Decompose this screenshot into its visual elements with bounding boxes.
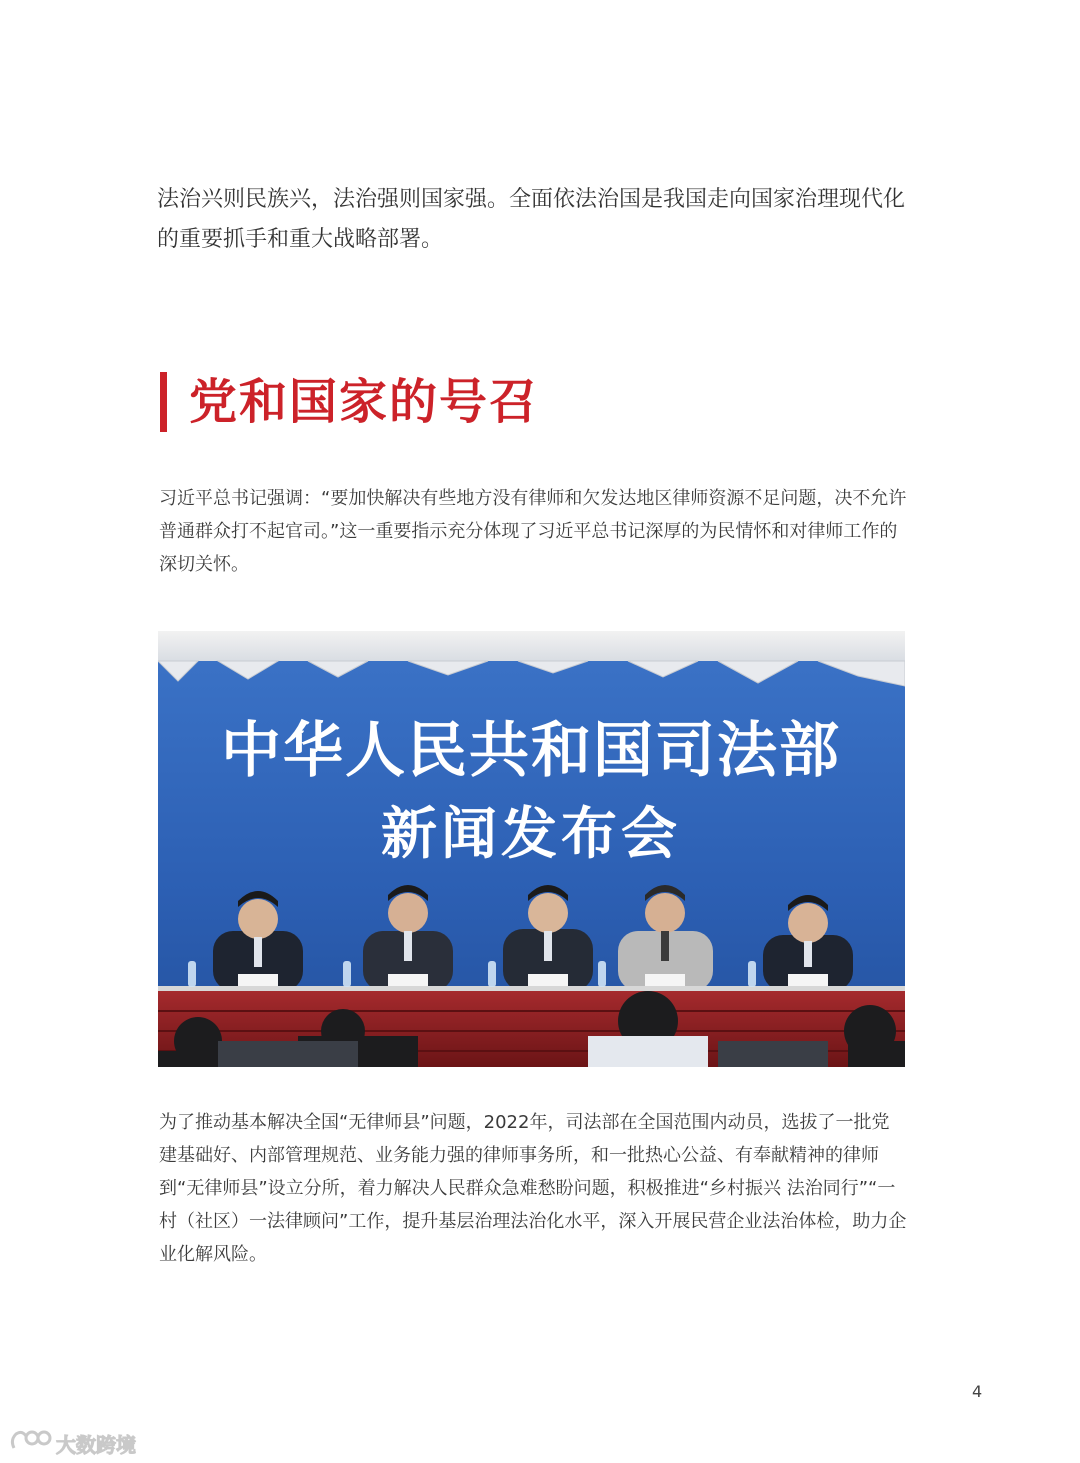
backdrop-title-line1: 中华人民共和国司法部: [221, 716, 841, 786]
heading-accent-bar: [160, 372, 167, 432]
section-title: 党和国家的号召: [189, 374, 540, 430]
press-conference-photo: [158, 631, 905, 1067]
logo-icon: [8, 1428, 52, 1458]
watermark: [8, 1428, 136, 1458]
quote-paragraph: 习近平总书记强调：“要加快解决有些地方没有律师和欠发达地区律师资源不足问题，决不允许普通群众打不起官司。”这一重要指示充分体现了习近平总书记深厚的为民情怀和对律师工作的深切关怀。: [159, 488, 907, 575]
watermark-text: 大数跨境: [56, 1432, 136, 1457]
backdrop-title-line2: 新闻发布会: [381, 802, 681, 867]
intro-paragraph: 法治兴则民族兴，法治强则国家强。全面依法治国是我国走向国家治理现代化的重要抓手和重大战略部署。: [157, 187, 906, 252]
body-paragraph: 为了推动基本解决全国“无律师县”问题，2022年，司法部在全国范围内动员，选拔了一批党建基础好、内部管理规范、业务能力强的律师事务所，和一批热心公益、有奉献精神的律师到“无律师县”设立分所，着力解决人民群众急难愁盼问题，积极推进“乡村振兴 法治同行”“一村（社区）一法律顾问”工作，提升基层治理法治化水平，深入开展民营企业法治体检，助力企业化解风险。: [159, 1112, 907, 1265]
page-number: 4: [972, 1382, 983, 1401]
section-heading: [160, 370, 539, 434]
